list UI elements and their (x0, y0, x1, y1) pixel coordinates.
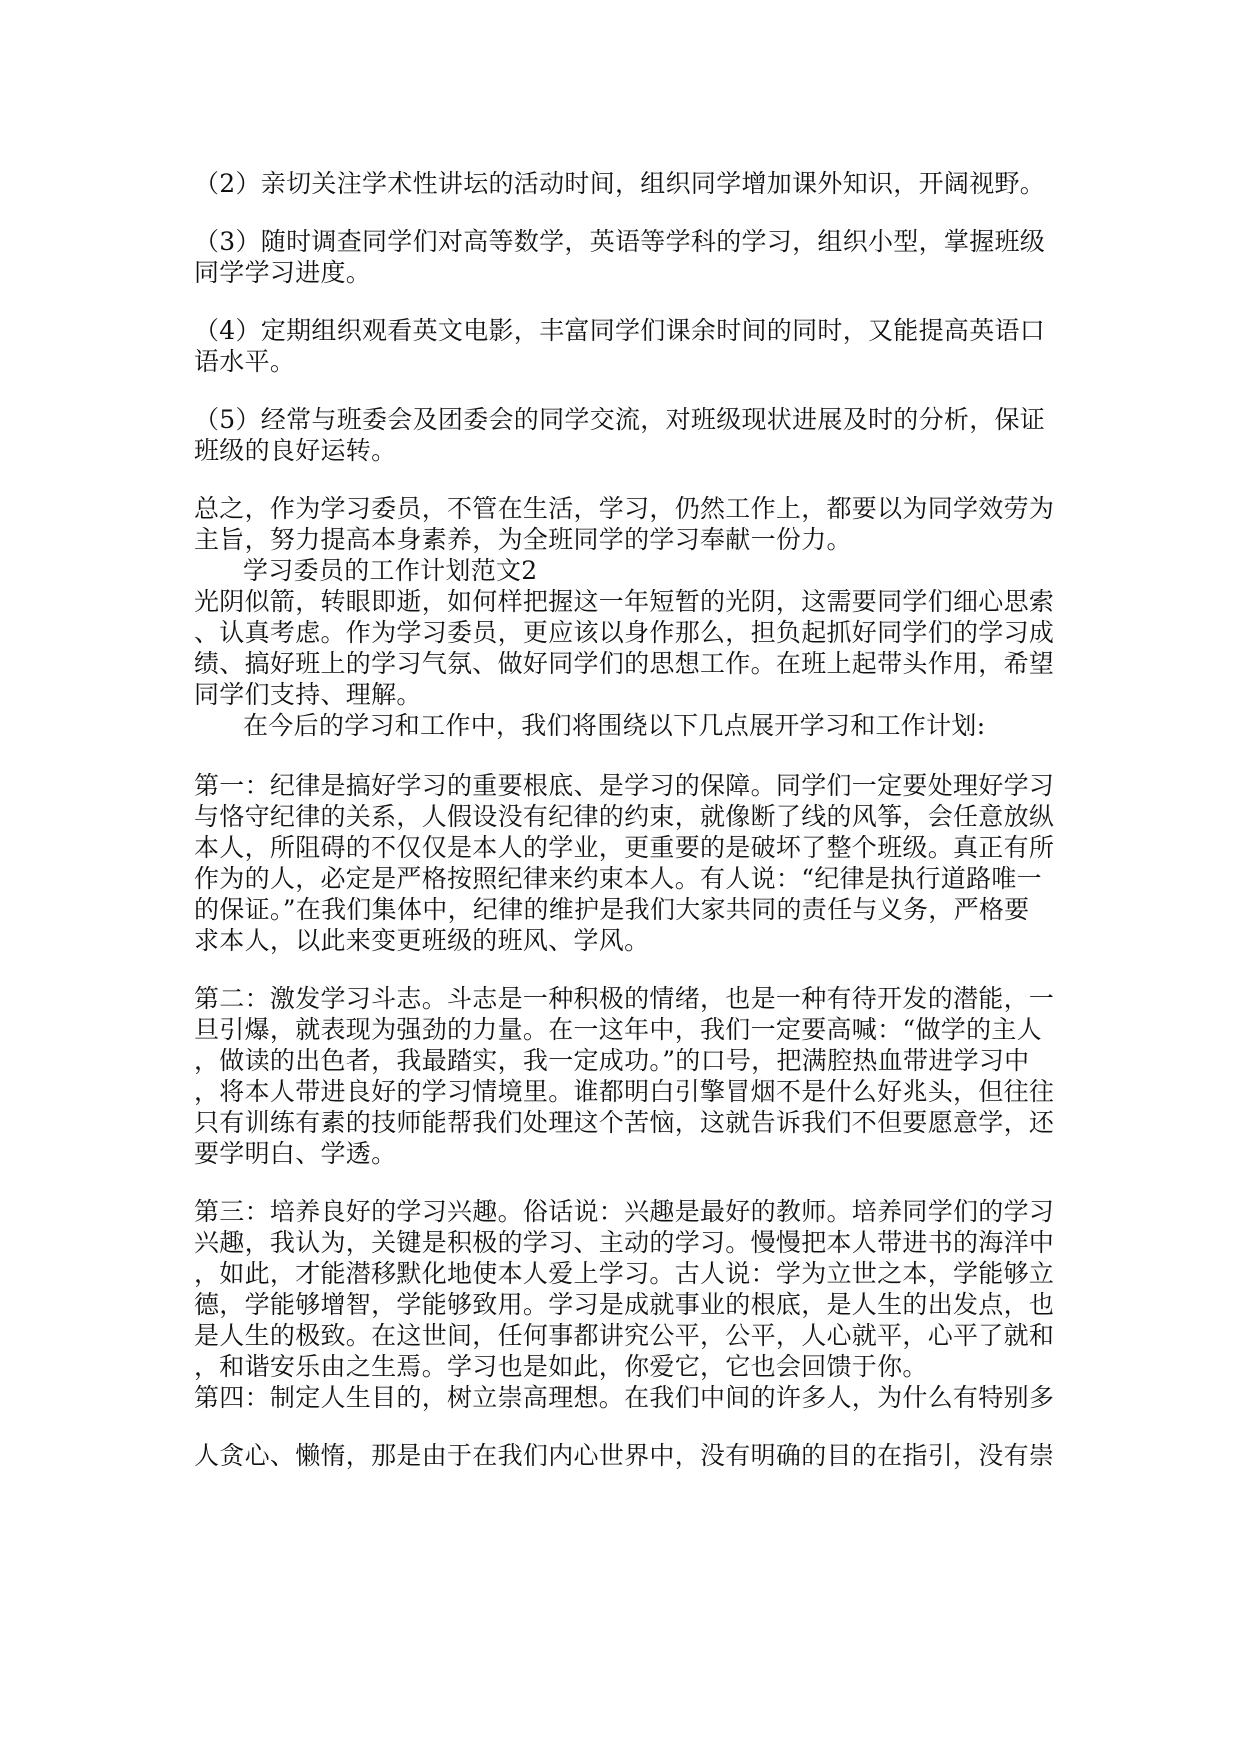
text-line: 语水平。 (194, 347, 296, 376)
text-line: 本人，所阻碍的不仅仅是本人的学业，更重要的是破坏了整个班级。真正有所 (194, 833, 1055, 862)
section-heading: 学习委员的工作计划范文2 (243, 556, 538, 585)
text-line: 班级的良好运转。 (194, 436, 397, 465)
text-line: 在今后的学习和工作中，我们将围绕以下几点展开学习和工作计划: (243, 711, 986, 740)
text-line: 主旨，努力提高本身素养，为全班同学的学习奉献一份力。 (194, 525, 852, 554)
text-line: 、认真考虑。作为学习委员，更应该以身作那么，担负起抓好同学们的学习成 (194, 618, 1055, 647)
text-line: 只有训练有素的技师能帮我们处理这个苦恼，这就告诉我们不但要愿意学，还 (194, 1108, 1055, 1137)
text-line: 第三：培养良好的学习兴趣。俗话说：兴趣是最好的教师。培养同学们的学习 (194, 1197, 1055, 1226)
text-line: ，如此，才能潜移默化地使本人爱上学习。古人说：学为立世之本，学能够立 (194, 1259, 1055, 1288)
text-line: 第四：制定人生目的，树立崇高理想。在我们中间的许多人，为什么有特别多 (194, 1383, 1055, 1412)
text-line: 与恪守纪律的关系，人假设没有纪律的约束，就像断了线的风筝，会任意放纵 (194, 802, 1055, 831)
text-line: 旦引爆，就表现为强劲的力量。在一这年中，我们一定要高喊：“做学的主人 (194, 1015, 1042, 1044)
text-line: 同学们支持、理解。 (194, 680, 422, 709)
text-line: ，做读的出色者，我最踏实，我一定成功。”的口号，把满腔热血带进学习中 (194, 1046, 1030, 1075)
text-line: （4）定期组织观看英文电影，丰富同学们课余时间的同时，又能提高英语口 (194, 316, 1046, 345)
text-line: 求本人，以此来变更班级的班风、学风。 (194, 926, 650, 955)
text-line: （3）随时调查同学们对高等数学，英语等学科的学习，组织小型，掌握班级 (194, 227, 1046, 256)
text-line: 要学明白、学透。 (194, 1139, 397, 1168)
text-line: 人贪心、懒惰，那是由于在我们内心世界中，没有明确的目的在指引，没有崇 (194, 1441, 1055, 1470)
text-line: （2）亲切关注学术性讲坛的活动时间，组织同学增加课外知识，开阔视野。 (194, 169, 1046, 198)
text-line: 是人生的极致。在这世间，任何事都讲究公平，公平，人心就平，心平了就和 (194, 1321, 1055, 1350)
text-line: 作为的人，必定是严格按照纪律来约束本人。有人说：“纪律是执行道路唯一 (194, 864, 1042, 893)
text-line: ，将本人带进良好的学习情境里。谁都明白引擎冒烟不是什么好兆头，但往往 (194, 1077, 1055, 1106)
text-line: 兴趣，我认为，关键是积极的学习、主动的学习。慢慢把本人带进书的海洋中 (194, 1228, 1055, 1257)
text-line: ，和谐安乐由之生焉。学习也是如此，你爱它，它也会回馈于你。 (194, 1352, 928, 1381)
text-line: （5）经常与班委会及团委会的同学交流，对班级现状进展及时的分析，保证 (194, 405, 1046, 434)
text-line: 的保证。”在我们集体中，纪律的维护是我们大家共同的责任与义务，严格要 (194, 895, 1030, 924)
text-line: 同学学习进度。 (194, 258, 372, 287)
text-line: 德，学能够增智，学能够致用。学习是成就事业的根底，是人生的出发点，也 (194, 1290, 1055, 1319)
text-line: 光阴似箭，转眼即逝，如何样把握这一年短暂的光阴，这需要同学们细心思索 (194, 587, 1055, 616)
text-line: 总之，作为学习委员，不管在生活，学习，仍然工作上，都要以为同学效劳为 (194, 494, 1055, 523)
text-line: 第二：激发学习斗志。斗志是一种积极的情绪，也是一种有待开发的潜能，一 (194, 984, 1055, 1013)
text-line: 第一：纪律是搞好学习的重要根底、是学习的保障。同学们一定要处理好学习 (194, 771, 1055, 800)
text-line: 绩、搞好班上的学习气氛、做好同学们的思想工作。在班上起带头作用，希望 (194, 649, 1055, 678)
